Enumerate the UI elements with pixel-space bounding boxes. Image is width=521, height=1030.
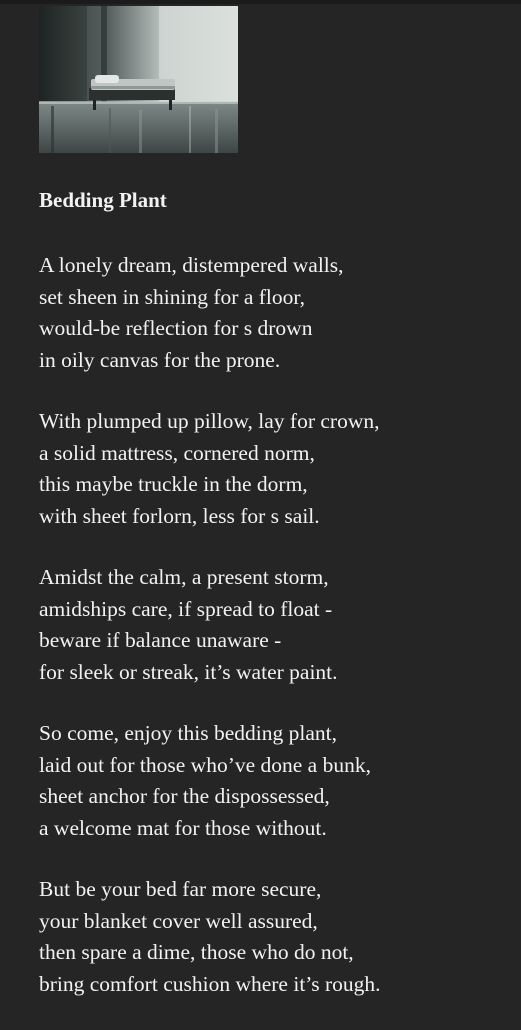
- poem-line: set sheen in shining for a floor,: [39, 284, 306, 309]
- poem-line: A lonely dream, distempered walls,: [39, 253, 344, 277]
- stanza: [39, 718, 509, 844]
- stanza: [39, 562, 509, 688]
- poem-line: your blanket cover well assured,: [39, 908, 318, 933]
- poem-line: with sheet forlorn, less for s sail.: [39, 503, 320, 528]
- poem-line: bring comfort cushion where it’s rough.: [39, 971, 381, 996]
- poem-line: So come, enjoy this bedding plant,: [39, 721, 337, 745]
- poem-line: this maybe truckle in the dorm,: [39, 472, 308, 496]
- poem-line: for sleek or streak, it’s water paint.: [39, 659, 338, 684]
- poem-line: laid out for those who’ve done a bunk,: [39, 752, 371, 777]
- bed-painting-image: [39, 6, 238, 153]
- stanza: [39, 406, 509, 532]
- poem-line: a solid mattress, cornered norm,: [39, 440, 315, 465]
- stanza: [39, 874, 509, 1000]
- poem-line: Amidst the calm, a present storm,: [39, 565, 329, 589]
- poem-line: a welcome mat for those without.: [39, 815, 327, 840]
- poem-line: in oily canvas for the prone.: [39, 347, 281, 372]
- poem-line: sheet anchor for the dispossessed,: [39, 784, 330, 808]
- poem-line: then spare a dime, those who do not,: [39, 940, 354, 964]
- poem-line: beware if balance unaware -: [39, 628, 282, 652]
- stanza: [39, 250, 509, 376]
- poem-line: amidships care, if spread to float -: [39, 596, 333, 621]
- poem-line: With plumped up pillow, lay for crown,: [39, 409, 380, 433]
- top-bar: [0, 0, 521, 4]
- poem-body: [39, 250, 509, 1030]
- poem-line: would-be reflection for s drown: [39, 316, 313, 340]
- poem-line: But be your bed far more secure,: [39, 877, 322, 901]
- poem-title: Bedding Plant: [39, 188, 167, 212]
